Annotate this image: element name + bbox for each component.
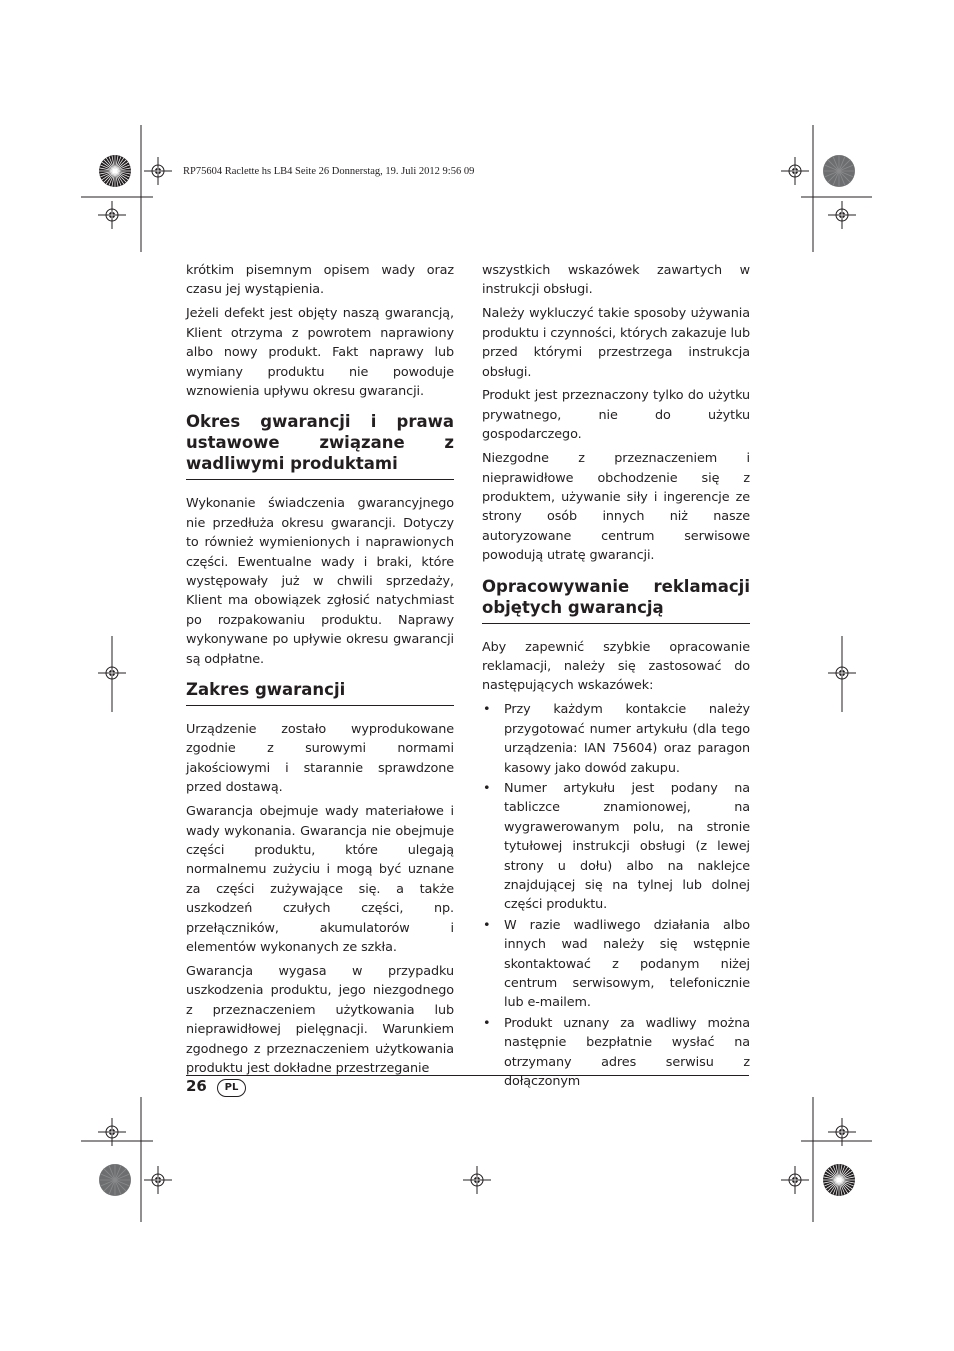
registration-mark-icon — [781, 1166, 809, 1194]
paragraph: Jeżeli defekt jest objęty naszą gwarancją, Klient otrzyma z powrotem naprawiony albo nowy produkt. Fakt naprawy lub wymiany produktu nie powoduje wznowienia upływu okresu gwarancji. — [186, 306, 454, 399]
color-wheel-icon — [99, 155, 131, 187]
right-column — [482, 261, 750, 1092]
registration-mark-icon — [463, 1166, 491, 1194]
bullet-icon: • — [483, 702, 491, 718]
color-wheel-icon — [823, 1164, 855, 1196]
list-item — [482, 779, 750, 915]
color-wheel-icon — [99, 1164, 131, 1196]
list-item-text: Przy każdym kontakcie należy przygotować numer artykułu (dla tego urządzenia: IAN 75604) oraz paragon kasowy jako dowód zakupu. — [504, 702, 750, 776]
paragraph: Urządzenie zostało wyprodukowane zgodnie z surowymi normami jakościowymi i starannie sprawdzone przed dostawą. — [186, 722, 454, 796]
paragraph: Gwarancja wygasa w przypadku uszkodzenia produktu, jego niezgodnego z przeznaczeniem użytkowania lub nieprawidłowej pielęgnacji. Warunkiem zgodnego z przeznaczeniem użytkowania produktu jest dokładne przestrzeganie — [186, 963, 454, 1076]
registration-mark-icon — [828, 659, 856, 687]
section-heading-warranty-scope: Zakres gwarancji — [186, 680, 346, 699]
registration-mark-icon — [144, 157, 172, 185]
section-heading-warranty-period: Okres gwarancji i prawa ustawowe związane z wadliwymi produktami — [186, 412, 454, 474]
footer-divider — [186, 1075, 749, 1076]
list-item — [482, 700, 750, 778]
paragraph: Wykonanie świadczenia gwarancyjnego nie przedłuża okresu gwarancji. Dotyczy to również wymienionych i naprawionych części. Ewentualne wady i braki, które występowały już w chwili sprzedaży, Klient ma obowiązek zgłosić natychmiast po rozpakowaniu produktu. Naprawy wykonywane po upływie okresu gwarancji są odpłatne. — [186, 496, 454, 667]
paragraph: krótkim pisemnym opisem wady oraz czasu jej wystąpienia. — [186, 263, 454, 298]
list-item-text: Numer artykułu jest podany na tabliczce znamionowej, na wygrawerowanym polu, na stronie tytułowej instrukcji obsługi (z lewej strony u dołu) albo na naklejce znajdującej się na tylnej lub dolnej części produktu. — [504, 780, 750, 913]
bullet-icon: • — [483, 780, 491, 796]
bullet-icon: • — [483, 1015, 491, 1031]
print-header: RP75604 Raclette hs LB4 Seite 26 Donnerstag, 19. Juli 2012 9:56 09 — [183, 166, 475, 177]
language-badge: PL — [217, 1079, 246, 1097]
left-column — [186, 261, 454, 1083]
heading-divider — [186, 705, 454, 706]
registration-mark-icon — [781, 157, 809, 185]
registration-mark-icon — [828, 201, 856, 229]
paragraph: wszystkich wskazówek zawartych w instrukcji obsługi. — [482, 263, 750, 298]
paragraph: Niezgodne z przeznaczeniem i nieprawidłowe obchodzenie się z produktem, używanie siły i ingerencje ze strony osób innych niż nasze autoryzowane centrum serwisowe powodują utratę gwarancji. — [482, 451, 750, 564]
registration-mark-icon — [98, 1118, 126, 1146]
registration-mark-icon — [144, 1166, 172, 1194]
page-number: 26 — [186, 1077, 207, 1095]
list-item-text: Produkt uznany za wadliwy można następnie bezpłatnie wysłać na otrzymany adres serwisu z dołączonym — [504, 1015, 750, 1090]
list-item-text: W razie wadliwego działania albo innych wad należy się wstępnie skontaktować z podanym niżej centrum serwisowym, telefonicznie lub e-mailem. — [504, 917, 750, 1011]
registration-mark-icon — [98, 201, 126, 229]
paragraph: Aby zapewnić szybkie opracowanie reklamacji, należy się zastosować do następujących wskazówek: — [482, 639, 750, 694]
heading-divider — [186, 479, 454, 480]
paragraph: Produkt jest przeznaczony tylko do użytku prywatnego, nie do użytku gospodarczego. — [482, 388, 750, 443]
section-heading-claims-processing: Opracowywanie reklamacji objętych gwarancją — [482, 576, 750, 617]
paragraph: Należy wykluczyć takie sposoby używania produktu i czynności, których zakazuje lub przed którymi przestrzega instrukcja obsługi. — [482, 306, 750, 380]
paragraph: Gwarancja obejmuje wady materiałowe i wady wykonania. Gwarancja nie obejmuje części produktu, które ulegają normalnemu zużyciu i mogą być uznane za części zużywające się. a także uszkodzeń czułych części, np. przełączników, akumulatorów i elementów wykonanych ze szkła. — [186, 804, 454, 955]
color-wheel-icon — [823, 155, 855, 187]
registration-mark-icon — [828, 1118, 856, 1146]
list-item — [482, 1014, 750, 1092]
list-item — [482, 916, 750, 1013]
registration-mark-icon — [98, 659, 126, 687]
bullet-icon: • — [483, 917, 491, 933]
heading-divider — [482, 623, 750, 624]
bullet-list — [482, 700, 750, 1091]
